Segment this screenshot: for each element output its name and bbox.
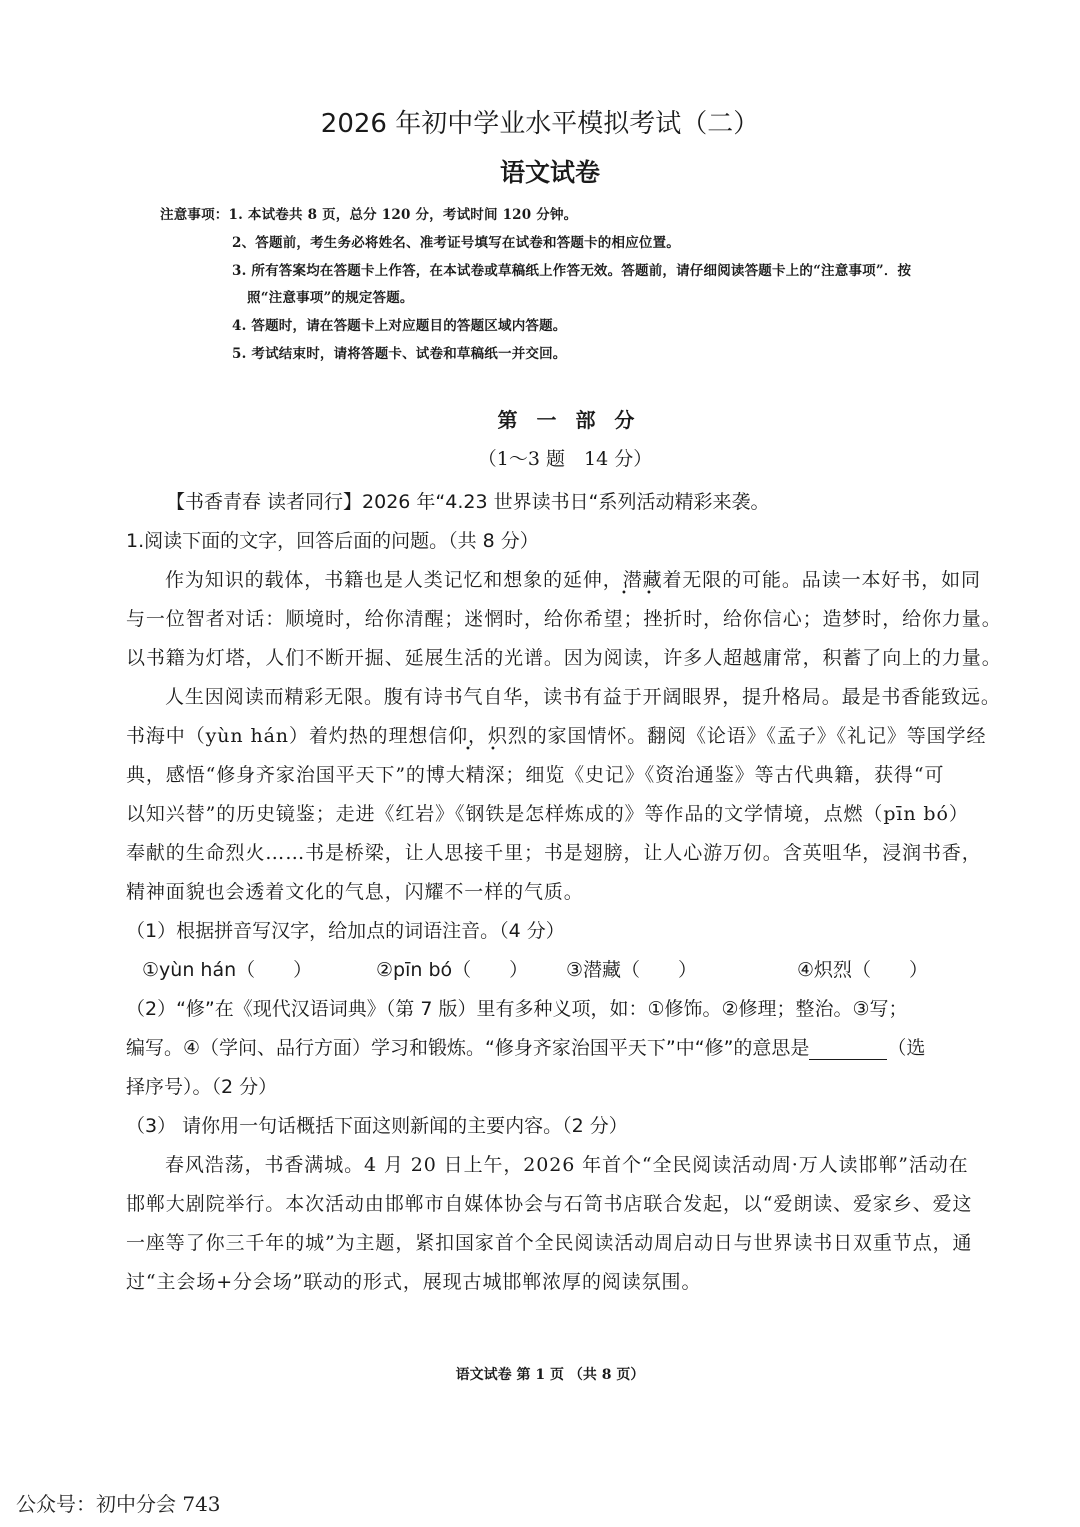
answer-option: ④炽烈（ ） xyxy=(797,959,929,981)
news-line: 春风浩荡，书香满城。4 月 20 日上午，2026 年首个“全民阅读活动周·万人读邯郸”活动在 xyxy=(165,1154,969,1176)
subquestion-3-stem: （3） 请你用一句话概括下面这则新闻的主要内容。（2 分） xyxy=(126,1115,628,1137)
passage-line: 奉献的生命烈火……书是桥梁，让人思接千里；书是翅膀，让人心游万仞。含英咀华，浸润书香， xyxy=(126,842,982,864)
part-range: （1～3 题 14 分） xyxy=(477,448,653,470)
passage-line: 书海中（yùn hán）着灼热的理想信仰，炽烈的家国情怀。翻阅《论语》《孟子》《礼记》等国学经 xyxy=(126,725,987,747)
answer-option: ③潜藏（ ） xyxy=(566,959,698,981)
notice-item: 4. 答题时，请在答题卡上对应题目的答题区域内答题。 xyxy=(232,318,567,334)
answer-option: ②pīn bó（ ） xyxy=(376,959,529,981)
subquestion-2-text: （选 xyxy=(887,1037,926,1059)
question-1-stem: 1.阅读下面的文字，回答后面的问题。（共 8 分） xyxy=(126,530,539,552)
notice-item: 3. 所有答案均在答题卡上作答，在本试卷或草稿纸上作答无效。答题前，请仔细阅读答题卡上的“注意事项”．按 xyxy=(232,263,912,279)
exam-title: 2026 年初中学业水平模拟考试（二） xyxy=(320,109,760,139)
part-theme: 【书香青春 读者同行】2026 年“4.23 世界读书日“系列活动精彩来袭。 xyxy=(166,491,770,513)
answer-option: ①yùn hán（ ） xyxy=(142,959,313,981)
passage-line: 典，感悟“修身齐家治国平天下”的博大精深；细览《史记》《资治通鉴》等古代典籍，获得“可 xyxy=(126,764,945,786)
subquestion-2-line xyxy=(126,1033,925,1060)
watermark: 公众号：初中分会 743 xyxy=(16,1492,221,1516)
subquestion-1-stem: （1）根据拼音写汉字，给加点的词语注音。（4 分） xyxy=(126,920,565,942)
passage-line: 精神面貌也会透着文化的气息，闪耀不一样的气质。 xyxy=(126,881,584,903)
notice-item: 2、答题前，考生务必将姓名、准考证号填写在试卷和答题卡的相应位置。 xyxy=(232,235,680,251)
notice-item: 5. 考试结束时，请将答题卡、试卷和草稿纸一并交回。 xyxy=(232,346,567,362)
emphasis-dot: • xyxy=(621,588,627,599)
notice-label: 注意事项： xyxy=(160,207,229,223)
news-line: 一座等了你三千年的城”为主题，紧扣国家首个全民阅读活动周启动日与世界读书日双重节点，通 xyxy=(126,1232,973,1254)
page-footer: 语文试卷 第 1 页 （共 8 页） xyxy=(455,1367,645,1383)
notice-item: 照“注意事项”的规定答题。 xyxy=(247,290,414,306)
passage-line: 作为知识的载体，书籍也是人类记忆和想象的延伸，潜藏着无限的可能。品读一本好书，如同 xyxy=(165,569,981,591)
part-title: 第 一 部 分 xyxy=(497,408,641,432)
news-line: 过“主会场+分会场”联动的形式，展现古城邯郸浓厚的阅读氛围。 xyxy=(126,1271,702,1293)
news-line: 邯郸大剧院举行。本次活动由邯郸市自媒体协会与石笥书店联合发起，以“爱朗读、爱家乡、爱这 xyxy=(126,1193,973,1215)
notice-item: 1. 本试卷共 8 页，总分 120 分，考试时间 120 分钟。 xyxy=(228,207,578,223)
answer-blank[interactable] xyxy=(809,1041,887,1060)
emphasis-dot: • xyxy=(465,744,471,755)
passage-line: 与一位智者对话：顺境时，给你清醒；迷惘时，给你希望；挫折时，给你信心；造梦时，给你力量。 xyxy=(126,608,1002,630)
subquestion-2-line: 择序号）。（2 分） xyxy=(126,1076,278,1098)
subquestion-2-text: 编写。④（学问、品行方面）学习和锻炼。“修身齐家治国平天下”中“修”的意思是 xyxy=(126,1037,810,1059)
passage-line: 以书籍为灯塔，人们不断开掘、延展生活的光谱。因为阅读，许多人超越庸常，积蓄了向上的力量。 xyxy=(126,647,1002,669)
emphasis-dot: • xyxy=(646,588,652,599)
emphasis-dot: • xyxy=(490,744,496,755)
passage-line: 以知兴替”的历史镜鉴；走进《红岩》《钢铁是怎样炼成的》等作品的文学情境，点燃（pīn bó） xyxy=(126,803,969,825)
subquestion-2-line: （2）“修”在《现代汉语词典》（第 7 版）里有多种义项，如：①修饰。②修理；整治。③写； xyxy=(126,998,908,1020)
paper-subtitle: 语文试卷 xyxy=(499,158,600,187)
passage-line: 人生因阅读而精彩无限。腹有诗书气自华，读书有益于开阔眼界，提升格局。最是书香能致远。 xyxy=(165,686,1001,708)
